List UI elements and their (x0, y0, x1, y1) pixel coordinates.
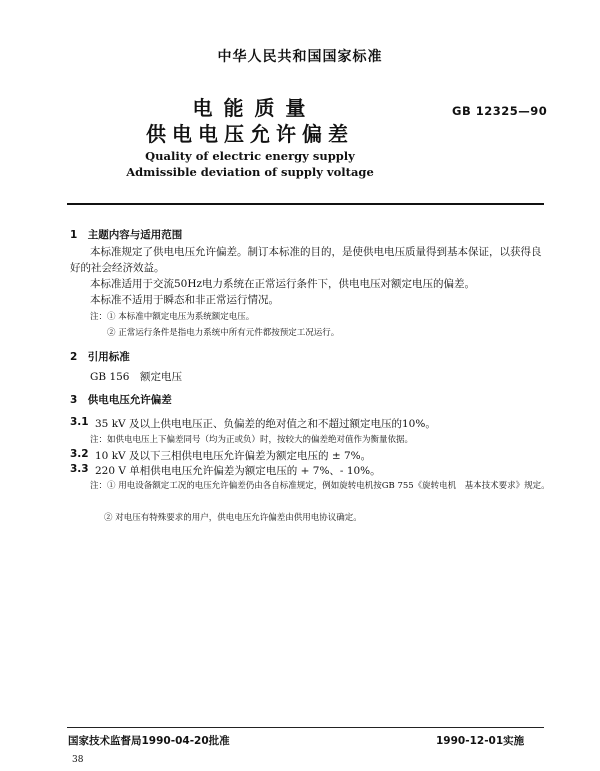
standard-number: GB 12325—90 (452, 104, 548, 118)
section-1-para-2: 本标准适用于交流50Hz电力系统在正常运行条件下，供电电压对额定电压的偏差。 (90, 278, 476, 290)
section-1-para-1: 本标准规定了供电电压允许偏差。制订本标准的目的，是使供电电压质量得到基本保证，以获得良好的社会经济效益。 (70, 246, 542, 274)
title-line-1: 电 能 质 量 (192, 96, 308, 120)
section-1-note-1: 注：① 本标准中额定电压为系统额定电压。 (90, 312, 255, 322)
title-line-2: 供电电压允许偏差 (146, 122, 354, 146)
national-standard-heading: 中华人民共和国国家标准 (217, 49, 383, 65)
section-1-heading: 1 主题内容与适用范围 (70, 229, 183, 241)
section-1-para-3: 本标准不适用于瞬态和非正常运行情况。 (90, 294, 279, 306)
english-title-2: Admissible deviation of supply voltage (126, 165, 374, 179)
clause-3-1-note: 注：如供电电压上下偏差同号（均为正或负）时，按较大的偏差绝对值作为衡量依据。 (90, 435, 414, 445)
footer-divider (67, 727, 544, 728)
section-1-note-2: ② 正常运行条件是指电力系统中所有元件都按预定工况运行。 (107, 328, 340, 338)
english-title-1: Quality of electric energy supply (145, 149, 355, 163)
section-2-reference: GB 156 额定电压 (90, 371, 182, 383)
clause-3-3-note-1: 注：① 用电设备额定工况的电压允许偏差仍由各自标准规定，例如旋转电机按GB 755《旋转电机 基本技术要求》规定。 (90, 481, 550, 491)
clause-3-3-text: 220 V 单相供电电压允许偏差为额定电压的 + 7%、- 10%。 (95, 465, 381, 477)
clause-3-2-number: 3.2 (70, 448, 89, 460)
clause-3-1-text: 35 kV 及以上供电电压正、负偏差的绝对值之和不超过额定电压的10%。 (95, 418, 436, 430)
section-2-heading: 2 引用标准 (70, 351, 130, 363)
clause-3-3-number: 3.3 (70, 463, 89, 475)
page-number: 38 (72, 755, 84, 765)
clause-3-2-text: 10 kV 及以下三相供电电压允许偏差为额定电压的 ± 7%。 (95, 450, 372, 462)
clause-3-1-number: 3.1 (70, 416, 89, 428)
implementation-date: 1990-12-01实施 (436, 735, 525, 747)
approval-line: 国家技术监督局1990-04-20批准 (68, 735, 230, 747)
section-3-heading: 3 供电电压允许偏差 (70, 394, 172, 406)
clause-3-3-note-2: ② 对电压有特殊要求的用户，供电电压允许偏差由供用电协议确定。 (104, 513, 362, 523)
header-divider (67, 203, 544, 205)
